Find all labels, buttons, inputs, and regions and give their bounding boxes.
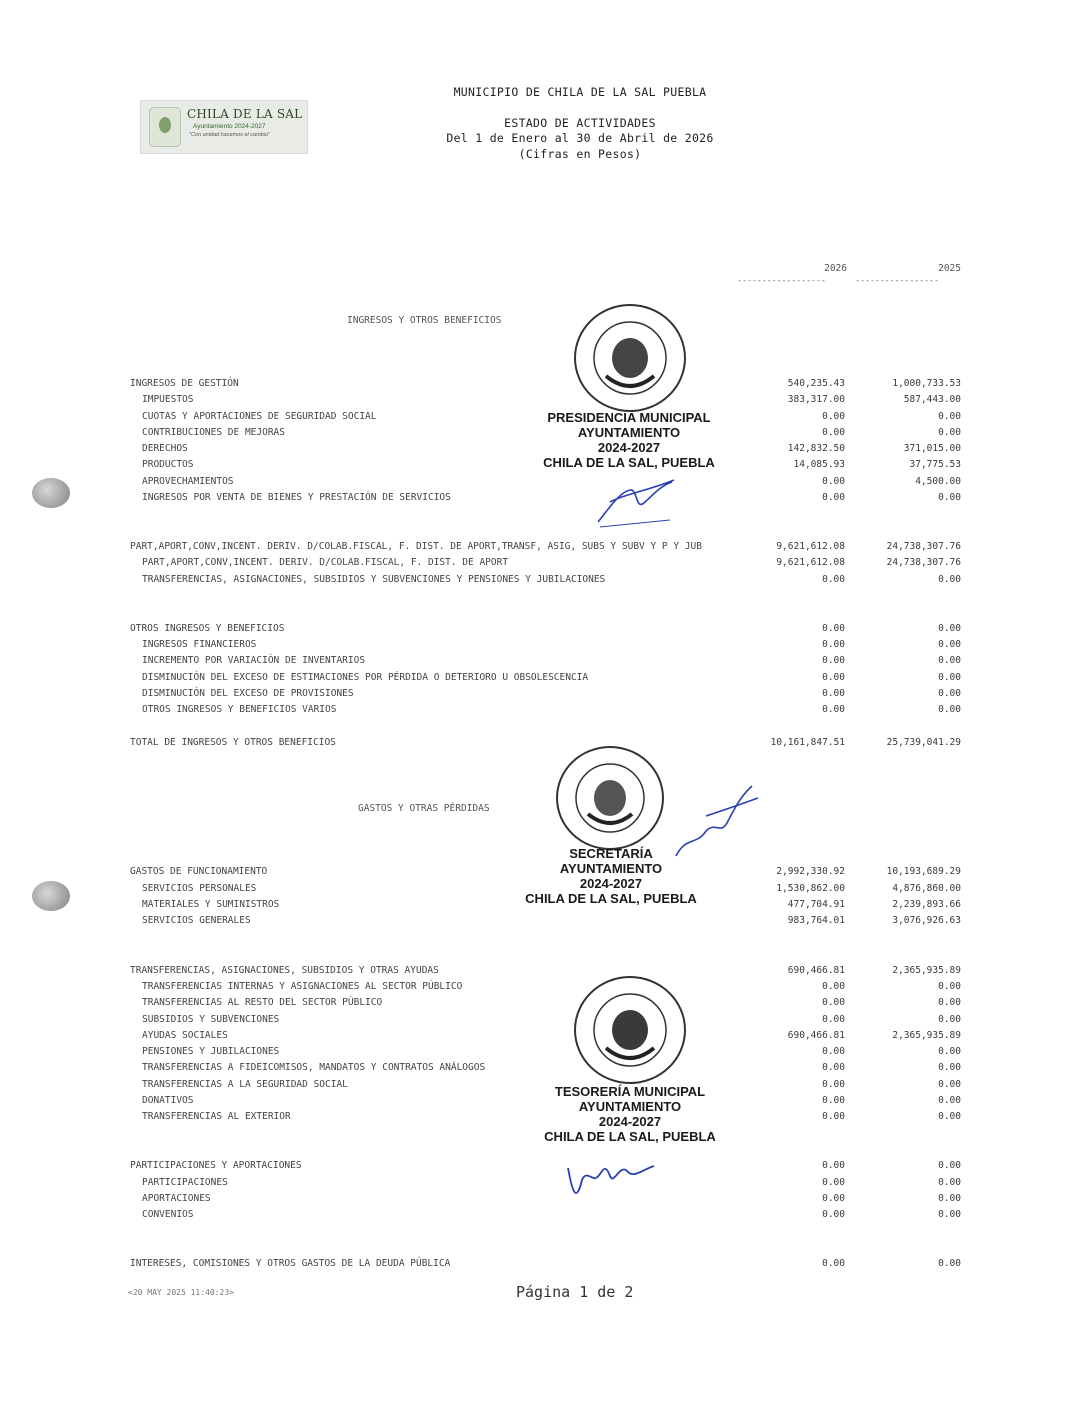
row-label: PART,APORT,CONV,INCENT. DERIV. D/COLAB.FISCAL, F. DIST. DE APORT bbox=[142, 557, 509, 568]
table-row bbox=[0, 574, 1090, 590]
row-value-2026: 0.00 bbox=[822, 1095, 845, 1106]
row-value-2026: 0.00 bbox=[822, 1062, 845, 1073]
row-value-2025: 0.00 bbox=[938, 672, 961, 683]
row-value-2026: 0.00 bbox=[822, 997, 845, 1008]
row-label: SERVICIOS GENERALES bbox=[142, 915, 251, 926]
page-number: Página 1 de 2 bbox=[516, 1283, 634, 1301]
stamp-line: CHILA DE LA SAL, PUEBLA bbox=[544, 1129, 716, 1144]
table-row bbox=[0, 1193, 1090, 1209]
row-value-2026: 0.00 bbox=[822, 1258, 845, 1269]
row-value-2026: 0.00 bbox=[822, 1209, 845, 1220]
stamp-line: AYUNTAMIENTO bbox=[559, 861, 663, 876]
row-label: APROVECHAMIENTOS bbox=[142, 476, 234, 487]
row-value-2026: 0.00 bbox=[822, 672, 845, 683]
row-value-2025: 0.00 bbox=[938, 1014, 961, 1025]
logo-motto: "Con unidad hacemos el cambio" bbox=[189, 132, 270, 138]
punch-hole-icon bbox=[32, 881, 70, 911]
row-label: TRANSFERENCIAS A LA SEGURIDAD SOCIAL bbox=[142, 1079, 348, 1090]
row-value-2025: 0.00 bbox=[938, 688, 961, 699]
row-value-2025: 0.00 bbox=[938, 1095, 961, 1106]
row-value-2025: 24,738,307.76 bbox=[886, 557, 961, 568]
stamp-line: AYUNTAMIENTO bbox=[578, 1099, 682, 1114]
row-label: DONATIVOS bbox=[142, 1095, 194, 1106]
row-value-2026: 142,832.50 bbox=[787, 443, 845, 454]
row-value-2026: 383,317.00 bbox=[787, 394, 845, 405]
row-label: TRANSFERENCIAS, ASIGNACIONES, SUBSIDIOS Y SUBVENCIONES Y PENSIONES Y JUBILACIONES bbox=[142, 574, 606, 585]
row-label: TOTAL DE INGRESOS Y OTROS BENEFICIOS bbox=[130, 737, 336, 748]
row-label: PARTICIPACIONES bbox=[142, 1177, 228, 1188]
row-label: OTROS INGRESOS Y BENEFICIOS bbox=[130, 623, 285, 634]
row-value-2026: 1,530,862.00 bbox=[776, 883, 845, 894]
row-value-2026: 0.00 bbox=[822, 1079, 845, 1090]
table-row bbox=[0, 1046, 1090, 1062]
punch-hole-icon bbox=[32, 478, 70, 508]
print-timestamp: <20 MAY 2025 11:40:23> bbox=[128, 1288, 234, 1297]
table-row bbox=[0, 672, 1090, 688]
row-label: MATERIALES Y SUMINISTROS bbox=[142, 899, 280, 910]
table-row bbox=[0, 915, 1090, 931]
row-label: DISMINUCIÓN DEL EXCESO DE ESTIMACIONES POR PÉRDIDA O DETERIORO U OBSOLESCENCIA bbox=[142, 672, 589, 683]
table-row bbox=[0, 1014, 1090, 1030]
row-value-2026: 0.00 bbox=[822, 1014, 845, 1025]
row-label: INTERESES, COMISIONES Y OTROS GASTOS DE LA DEUDA PÚBLICA bbox=[130, 1258, 451, 1269]
stamp-line: PRESIDENCIA MUNICIPAL bbox=[547, 410, 711, 425]
column-header-2026: 2026 bbox=[824, 263, 847, 274]
row-value-2026: 0.00 bbox=[822, 492, 845, 503]
row-value-2025: 37,775.53 bbox=[909, 459, 961, 470]
row-label: INGRESOS FINANCIEROS bbox=[142, 639, 257, 650]
logo-subtitle: Ayuntamiento 2024-2027 bbox=[193, 123, 266, 130]
row-label: TRANSFERENCIAS A FIDEICOMISOS, MANDATOS Y CONTRATOS ANÁLOGOS bbox=[142, 1062, 486, 1073]
row-label: PARTICIPACIONES Y APORTACIONES bbox=[130, 1160, 302, 1171]
stamp-line: CHILA DE LA SAL, PUEBLA bbox=[543, 455, 715, 470]
row-value-2026: 540,235.43 bbox=[787, 378, 845, 389]
stamp-line: 2024-2027 bbox=[579, 876, 643, 891]
row-label: SUBSIDIOS Y SUBVENCIONES bbox=[142, 1014, 280, 1025]
table-row bbox=[0, 1160, 1090, 1176]
row-label: AYUDAS SOCIALES bbox=[142, 1030, 228, 1041]
table-row bbox=[0, 378, 1090, 394]
table-row bbox=[0, 965, 1090, 981]
table-row bbox=[0, 997, 1090, 1013]
signature-tesoreria bbox=[562, 1150, 662, 1210]
row-label: PRODUCTOS bbox=[142, 459, 194, 470]
row-value-2026: 9,621,612.08 bbox=[776, 541, 845, 552]
table-row bbox=[0, 476, 1090, 492]
table-row bbox=[0, 623, 1090, 639]
row-value-2025: 0.00 bbox=[938, 574, 961, 585]
table-row bbox=[0, 1177, 1090, 1193]
row-value-2025: 0.00 bbox=[938, 1193, 961, 1204]
row-value-2025: 0.00 bbox=[938, 1079, 961, 1090]
row-label: SERVICIOS PERSONALES bbox=[142, 883, 257, 894]
row-label: CONTRIBUCIONES DE MEJORAS bbox=[142, 427, 285, 438]
row-value-2025: 0.00 bbox=[938, 639, 961, 650]
row-value-2025: 0.00 bbox=[938, 1111, 961, 1122]
row-value-2025: 371,015.00 bbox=[903, 443, 961, 454]
column-rule-2025: ----------------- bbox=[855, 276, 939, 286]
signature-presidencia bbox=[590, 472, 680, 532]
row-value-2025: 10,193,689.29 bbox=[886, 866, 961, 877]
table-row bbox=[0, 1062, 1090, 1078]
row-value-2025: 0.00 bbox=[938, 1160, 961, 1171]
row-value-2026: 0.00 bbox=[822, 704, 845, 715]
municipality-logo bbox=[140, 100, 308, 154]
table-row bbox=[0, 737, 1090, 753]
stamp-line: SECRETARÍA bbox=[569, 846, 653, 861]
row-value-2025: 0.00 bbox=[938, 1046, 961, 1057]
logo-name: CHILA DE LA SAL bbox=[187, 107, 303, 121]
row-label: INGRESOS DE GESTIÓN bbox=[130, 378, 239, 389]
report-period: Del 1 de Enero al 30 de Abril de 2026 bbox=[446, 131, 714, 145]
row-value-2025: 0.00 bbox=[938, 704, 961, 715]
row-label: OTROS INGRESOS Y BENEFICIOS VARIOS bbox=[142, 704, 337, 715]
table-row bbox=[0, 1030, 1090, 1046]
row-value-2025: 0.00 bbox=[938, 981, 961, 992]
stamp-line: 2024-2027 bbox=[598, 1114, 662, 1129]
row-value-2026: 983,764.01 bbox=[787, 915, 845, 926]
table-row bbox=[0, 557, 1090, 573]
row-value-2026: 0.00 bbox=[822, 981, 845, 992]
row-value-2025: 0.00 bbox=[938, 655, 961, 666]
row-value-2026: 0.00 bbox=[822, 623, 845, 634]
stamp-line: CHILA DE LA SAL, PUEBLA bbox=[525, 891, 697, 906]
row-label: APORTACIONES bbox=[142, 1193, 211, 1204]
row-value-2025: 2,365,935.89 bbox=[892, 1030, 961, 1041]
row-label: CONVENIOS bbox=[142, 1209, 194, 1220]
row-value-2025: 4,876,860.00 bbox=[892, 883, 961, 894]
row-value-2025: 0.00 bbox=[938, 1062, 961, 1073]
row-label: DERECHOS bbox=[142, 443, 188, 454]
report-title: ESTADO DE ACTIVIDADES bbox=[504, 116, 656, 130]
row-value-2026: 0.00 bbox=[822, 1177, 845, 1188]
row-value-2026: 0.00 bbox=[822, 574, 845, 585]
table-row bbox=[0, 981, 1090, 997]
row-value-2025: 2,365,935.89 bbox=[892, 965, 961, 976]
row-value-2025: 2,239,893.66 bbox=[892, 899, 961, 910]
row-label: CUOTAS Y APORTACIONES DE SEGURIDAD SOCIAL bbox=[142, 411, 377, 422]
row-value-2026: 0.00 bbox=[822, 1046, 845, 1057]
row-value-2025: 0.00 bbox=[938, 492, 961, 503]
row-label: PENSIONES Y JUBILACIONES bbox=[142, 1046, 280, 1057]
table-row bbox=[0, 655, 1090, 671]
table-row bbox=[0, 1258, 1090, 1274]
row-value-2026: 690,466.81 bbox=[787, 1030, 845, 1041]
stamp-line: TESORERÍA MUNICIPAL bbox=[554, 1084, 706, 1099]
row-value-2025: 3,076,926.63 bbox=[892, 915, 961, 926]
stamp-line: 2024-2027 bbox=[597, 440, 661, 455]
report-units: (Cifras en Pesos) bbox=[518, 147, 642, 161]
row-value-2026: 690,466.81 bbox=[787, 965, 845, 976]
row-value-2026: 0.00 bbox=[822, 1160, 845, 1171]
table-row bbox=[0, 394, 1090, 410]
row-value-2026: 9,621,612.08 bbox=[776, 557, 845, 568]
row-value-2026: 477,704.91 bbox=[787, 899, 845, 910]
table-row bbox=[0, 688, 1090, 704]
row-value-2025: 4,500.00 bbox=[915, 476, 961, 487]
stamp-seal-2-icon bbox=[556, 746, 664, 850]
row-value-2025: 0.00 bbox=[938, 1209, 961, 1220]
row-label: INCREMENTO POR VARIACIÓN DE INVENTARIOS bbox=[142, 655, 366, 666]
section-expenses-title: GASTOS Y OTRAS PÉRDIDAS bbox=[358, 803, 490, 814]
row-label: GASTOS DE FUNCIONAMIENTO bbox=[130, 866, 268, 877]
row-value-2025: 0.00 bbox=[938, 623, 961, 634]
table-row bbox=[0, 541, 1090, 557]
row-value-2026: 0.00 bbox=[822, 1193, 845, 1204]
section-income-title: INGRESOS Y OTROS BENEFICIOS bbox=[347, 315, 502, 326]
table-row bbox=[0, 1209, 1090, 1225]
row-value-2026: 0.00 bbox=[822, 427, 845, 438]
municipality-title: MUNICIPIO DE CHILA DE LA SAL PUEBLA bbox=[453, 85, 707, 99]
row-label: PART,APORT,CONV,INCENT. DERIV. D/COLAB.FISCAL, F. DIST. DE APORT,TRANSF, ASIG, SUBS Y SUBV Y P Y JUB bbox=[130, 541, 702, 552]
row-value-2026: 0.00 bbox=[822, 476, 845, 487]
stamp-seal-3-icon bbox=[574, 976, 686, 1084]
row-label: TRANSFERENCIAS AL EXTERIOR bbox=[142, 1111, 291, 1122]
row-value-2025: 0.00 bbox=[938, 427, 961, 438]
row-label: TRANSFERENCIAS AL RESTO DEL SECTOR PÚBLICO bbox=[142, 997, 383, 1008]
row-value-2026: 0.00 bbox=[822, 411, 845, 422]
row-value-2025: 0.00 bbox=[938, 1177, 961, 1188]
row-value-2026: 0.00 bbox=[822, 1111, 845, 1122]
row-value-2025: 1,000,733.53 bbox=[892, 378, 961, 389]
row-value-2025: 587,443.00 bbox=[903, 394, 961, 405]
row-label: IMPUESTOS bbox=[142, 394, 194, 405]
row-value-2026: 0.00 bbox=[822, 655, 845, 666]
row-value-2026: 0.00 bbox=[822, 688, 845, 699]
row-label: INGRESOS POR VENTA DE BIENES Y PRESTACIÓN DE SERVICIOS bbox=[142, 492, 451, 503]
stamp-seal-1-icon bbox=[574, 304, 686, 412]
signature-secretaria bbox=[666, 776, 766, 866]
row-value-2026: 2,992,330.92 bbox=[776, 866, 845, 877]
stamp-presidencia bbox=[534, 410, 724, 470]
table-row bbox=[0, 492, 1090, 508]
table-row bbox=[0, 639, 1090, 655]
stamp-tesoreria bbox=[530, 1084, 730, 1144]
column-rule-2026: ------------------ bbox=[737, 276, 826, 286]
row-value-2025: 25,739,041.29 bbox=[886, 737, 961, 748]
row-value-2026: 14,085.93 bbox=[793, 459, 845, 470]
row-label: DISMINUCIÓN DEL EXCESO DE PROVISIONES bbox=[142, 688, 354, 699]
crest-icon bbox=[149, 107, 181, 147]
row-value-2026: 10,161,847.51 bbox=[770, 737, 845, 748]
row-value-2025: 0.00 bbox=[938, 411, 961, 422]
row-value-2025: 0.00 bbox=[938, 1258, 961, 1269]
row-value-2025: 24,738,307.76 bbox=[886, 541, 961, 552]
column-header-2025: 2025 bbox=[938, 263, 961, 274]
row-value-2026: 0.00 bbox=[822, 639, 845, 650]
row-label: TRANSFERENCIAS INTERNAS Y ASIGNACIONES AL SECTOR PÚBLICO bbox=[142, 981, 463, 992]
row-value-2025: 0.00 bbox=[938, 997, 961, 1008]
stamp-line: AYUNTAMIENTO bbox=[577, 425, 681, 440]
row-label: TRANSFERENCIAS, ASIGNACIONES, SUBSIDIOS Y OTRAS AYUDAS bbox=[130, 965, 439, 976]
table-row bbox=[0, 704, 1090, 720]
